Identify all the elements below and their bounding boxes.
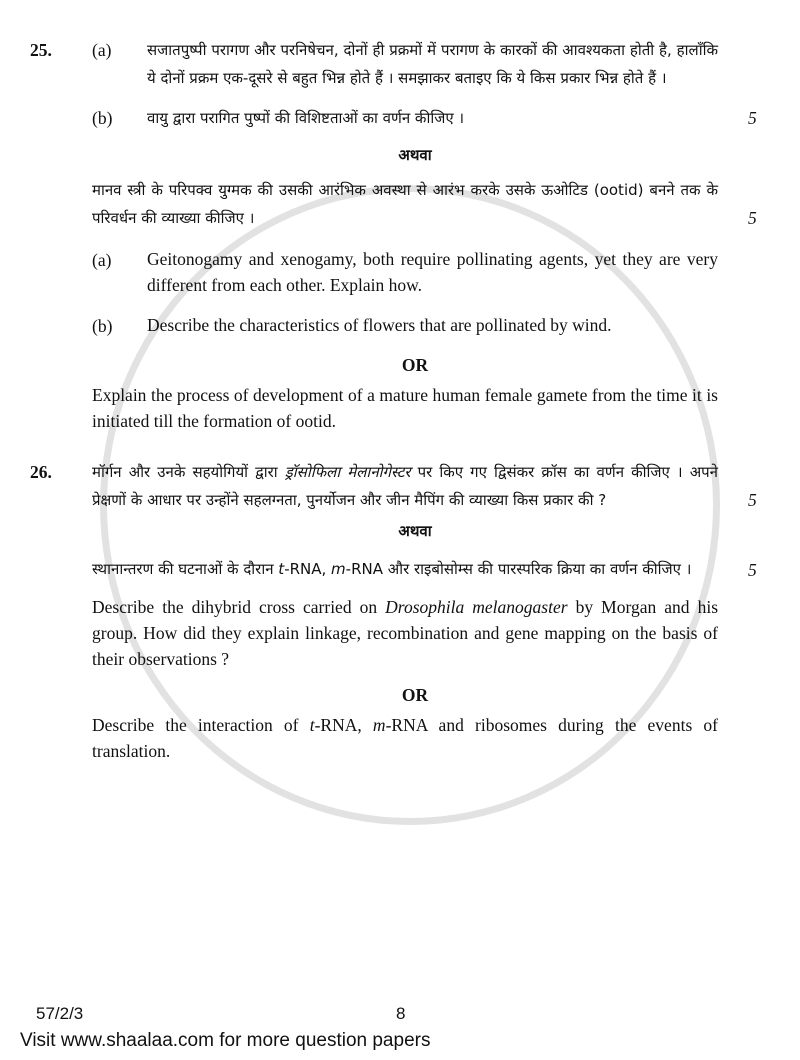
- species-name: Drosophila melanogaster: [385, 597, 568, 617]
- text: पर किए गए द्विसंकर क्रॉस का वर्णन कीजिए । अपने प्रेक्षणों के आधार पर उन्होंने सहलग्नता, पुनर्योजन और जीन मैपिंग की व्याख्या किस प्रकार की ?: [92, 463, 718, 509]
- q26-hindi-main: [92, 458, 718, 514]
- page-number: 8: [396, 1004, 406, 1023]
- paper-code: 57/2/3: [36, 1004, 84, 1023]
- or-divider: OR: [401, 355, 429, 375]
- text: मॉर्गन और उनके सहयोगियों द्वारा: [92, 463, 285, 481]
- or-divider: OR: [401, 685, 429, 705]
- or-divider-hindi: अथवा: [398, 146, 432, 164]
- q25-english-a-row: [30, 246, 770, 298]
- q25-english-b-row: [30, 312, 770, 340]
- q26-english-main: [92, 594, 718, 672]
- part-a-label: (a): [92, 40, 112, 60]
- part-b-label: (b): [92, 108, 113, 128]
- q26-hindi-alt-row: [30, 554, 770, 584]
- marks: 5: [748, 208, 757, 228]
- q25-english-alternative: Explain the process of development of a mature human female gamete from the time it is initiated till the formation of ootid.: [92, 385, 718, 431]
- q26-english-alt-row: [30, 712, 770, 764]
- part-b-label: (b): [92, 316, 113, 336]
- text: by Morgan and his group. How did they explain linkage, recombination and gene mapping on the basis of their observations ?: [92, 597, 719, 669]
- text: -RNA,: [284, 560, 332, 578]
- q25-hindi-b-row: [30, 104, 770, 132]
- text: m: [372, 715, 386, 735]
- q25-english-part-b: Describe the characteristics of flowers that are pollinated by wind.: [147, 315, 612, 335]
- visit-link[interactable]: Visit www.shaalaa.com for more question papers: [20, 1030, 431, 1051]
- q25-english-alt-row: [30, 382, 770, 434]
- q25-hindi-a-row: [30, 36, 770, 92]
- marks: 5: [748, 490, 757, 510]
- q26-hindi-alternative: [92, 554, 718, 584]
- part-a-label: (a): [92, 250, 112, 270]
- text: -RNA and ribosomes during the events of translation.: [92, 715, 719, 761]
- q25-hindi-part-b: वायु द्वारा परागित पुष्पों की विशिष्टताओं का वर्णन कीजिए ।: [147, 109, 465, 127]
- q25-hindi-part-a: सजातपुष्पी परागण और परनिषेचन, दोनों ही प्रक्रमों में परागण के कारकों की आवश्यकता होती है, हालाँकि ये दोनों प्रक्रम एक-दूसरे से बहुत भिन्न होते हैं । समझाकर बताइए कि ये किस प्रकार भिन्न होते हैं ।: [147, 41, 718, 87]
- q26-english-alternative: [92, 712, 718, 764]
- q25-english-part-a: Geitonogamy and xenogamy, both require pollinating agents, yet they are very different from each other. Explain how.: [147, 249, 718, 295]
- q25-hindi-alternative: मानव स्त्री के परिपक्व युग्मक की उसकी आरंभिक अवस्था से आरंभ करके उसके ऊओटिड (ootid) बनने तक के परिवर्धन की व्याख्या कीजिए ।: [92, 181, 718, 227]
- q26-hindi-main-row: [30, 458, 770, 514]
- text: Describe the interaction of: [92, 715, 310, 735]
- question-number-26: 26.: [30, 462, 52, 482]
- text: m: [331, 560, 346, 578]
- text: -RNA और राइबोसोम्स की पारस्परिक क्रिया का वर्णन कीजिए ।: [345, 560, 692, 578]
- text: t: [309, 715, 315, 735]
- q25-hindi-alt-row: [30, 176, 770, 232]
- text: स्थानान्तरण की घटनाओं के दौरान: [92, 560, 279, 578]
- text: t: [278, 560, 285, 578]
- text: Describe the dihybrid cross carried on: [92, 597, 386, 617]
- marks: 5: [748, 108, 757, 128]
- question-page: [30, 36, 770, 764]
- species-name: ड्रॉसोफिला मेलानोगेस्टर: [284, 463, 411, 481]
- question-number-25: 25.: [30, 40, 52, 60]
- or-divider-hindi: अथवा: [398, 522, 432, 540]
- text: -RNA,: [314, 715, 373, 735]
- q26-english-main-row: [30, 594, 770, 672]
- marks: 5: [748, 560, 757, 580]
